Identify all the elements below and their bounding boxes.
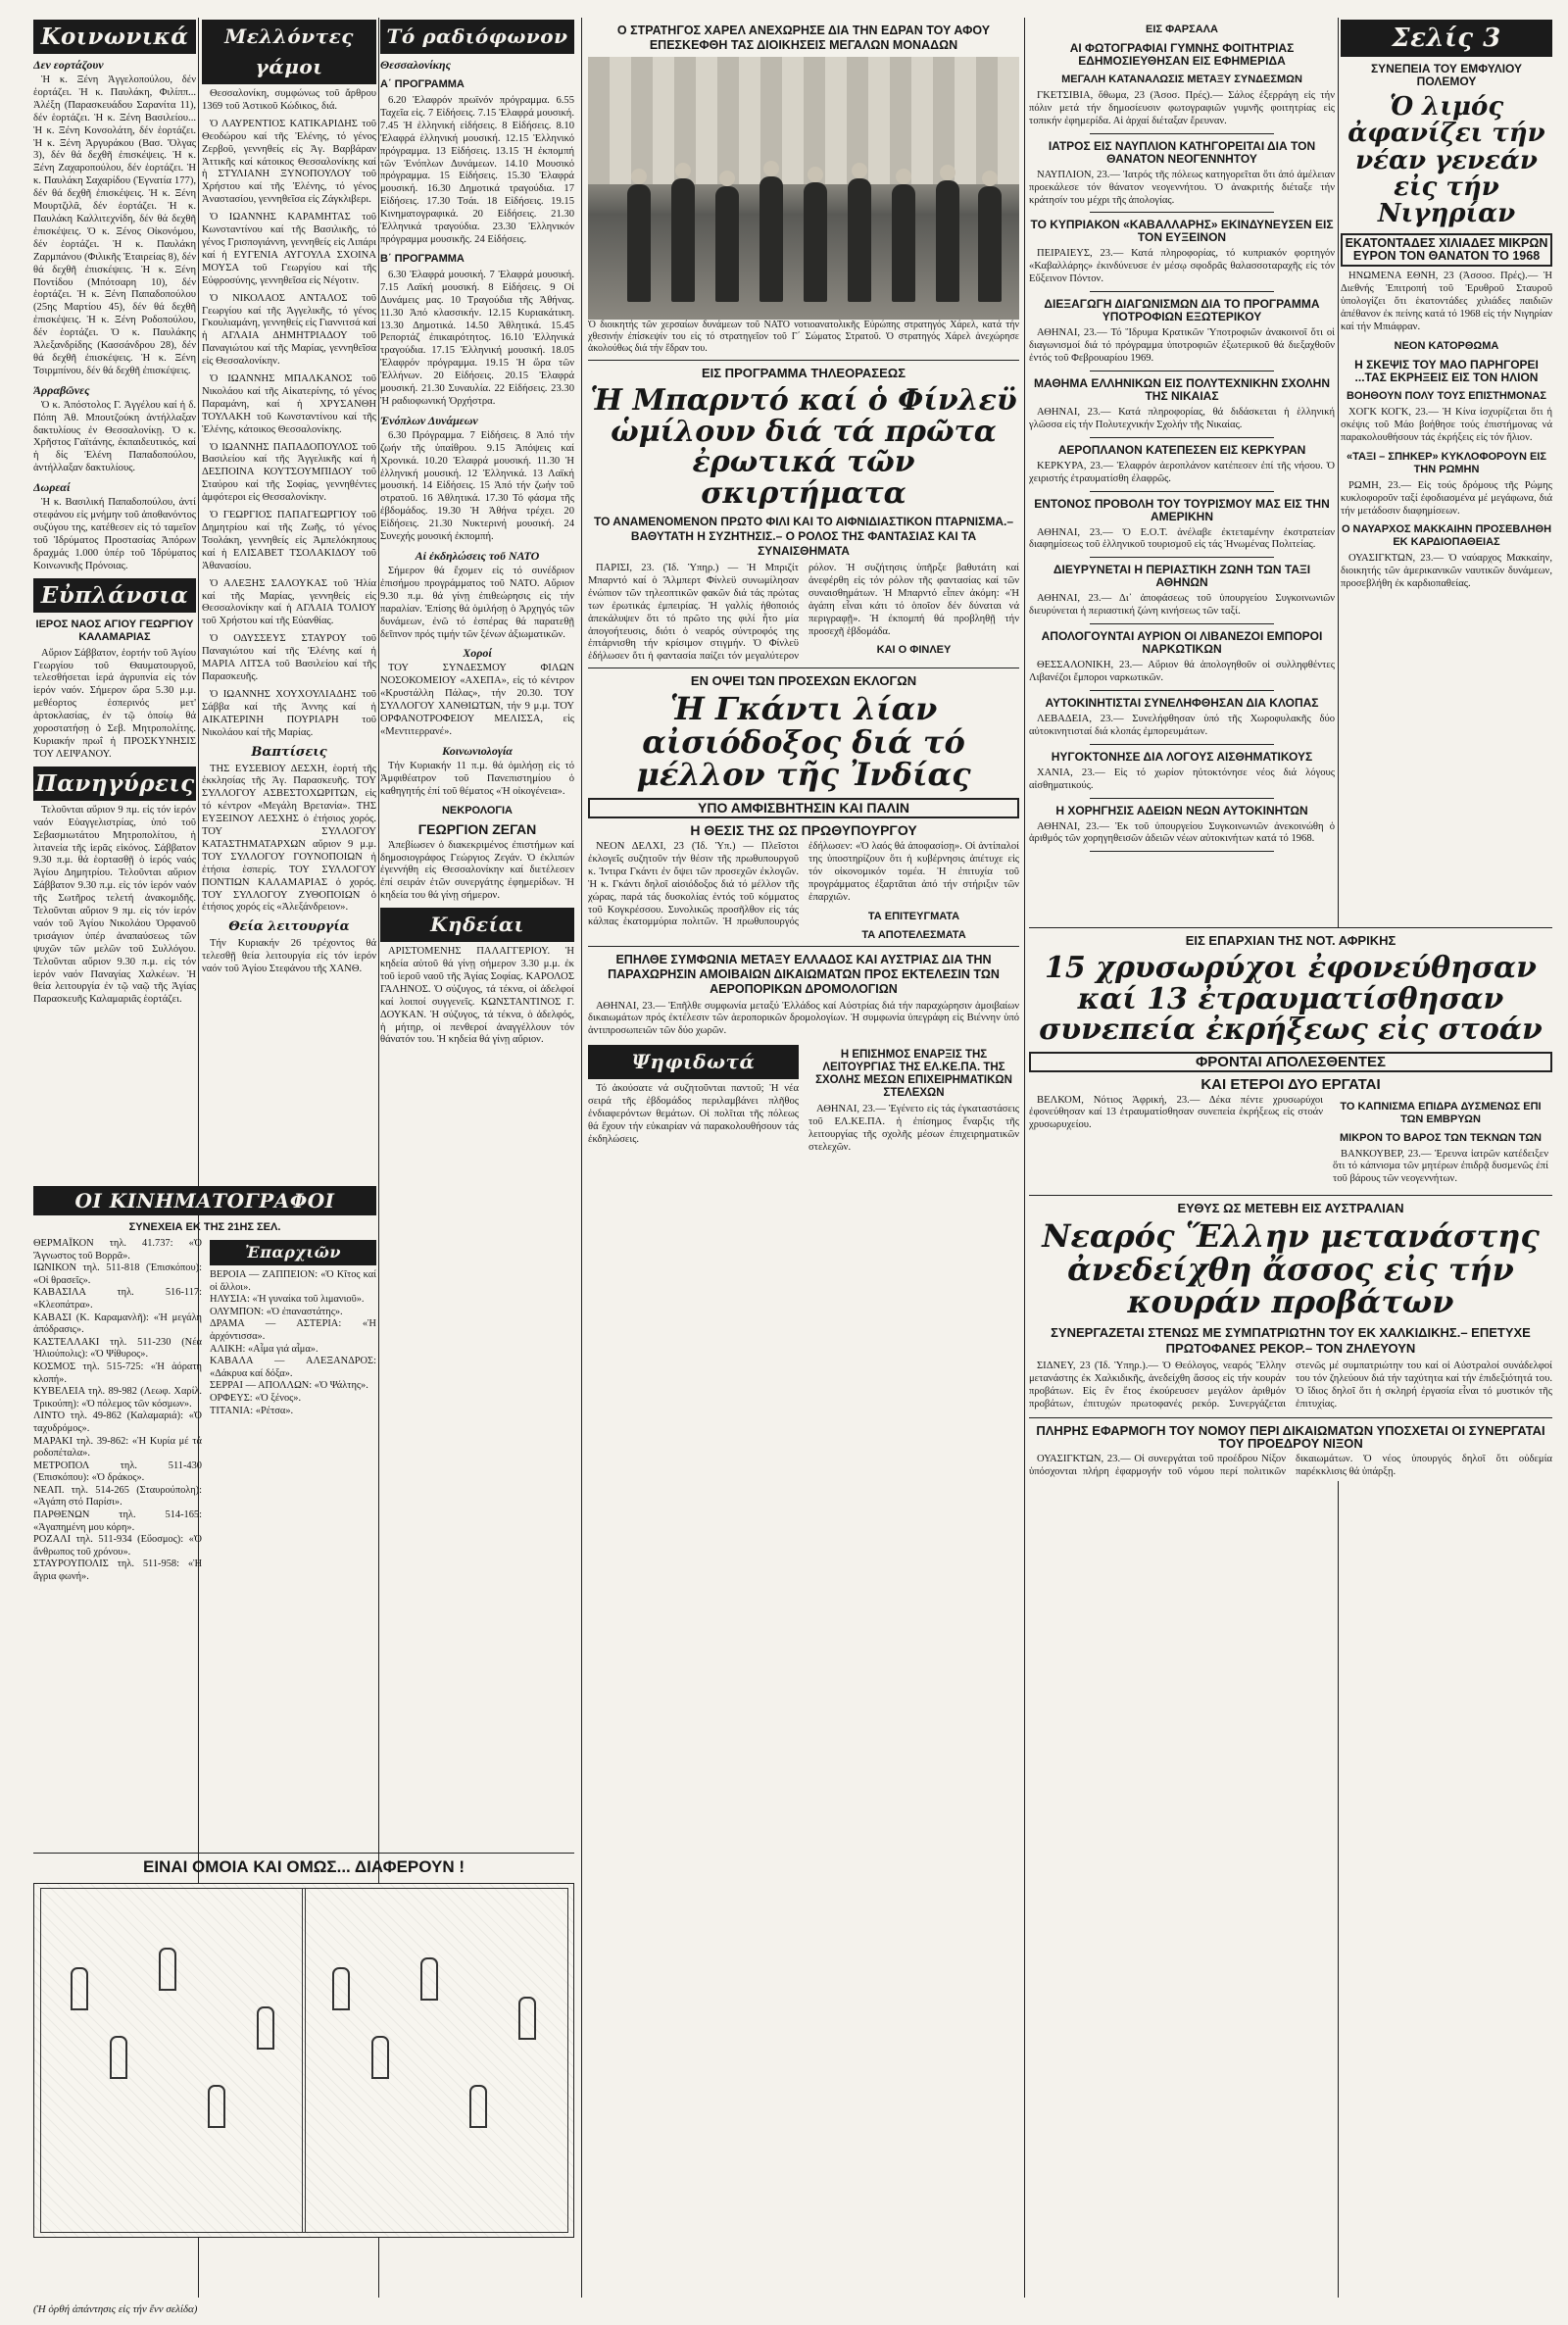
cinema-listing: ΠΑΡΘΕΝΩΝ τηλ. 514-165: «Ἀγαπημένη μου κόρη». [33, 1509, 202, 1533]
eparchion-banner: Ἐπαρχιῶν [210, 1240, 376, 1265]
item-separator [1090, 437, 1273, 438]
psifidota-banner: Ψηφιδωτά [588, 1045, 799, 1079]
eparchion-listing: ΔΡΑΜΑ — ΑΣΤΕΡΙΑ: «Ἡ ἀρχόντισσα». [210, 1318, 376, 1342]
cinema-listing: ΚΑΒΑΣΙΛΑ τηλ. 516-117: «Κλεοπάτρα». [33, 1287, 202, 1311]
item-separator [1090, 557, 1273, 558]
nigeria-sub: ΕΚΑΤΟΝΤΑΔΕΣ ΧΙΛΙΑΔΕΣ ΜΙΚΡΩΝ ΕΥΡΟΝ ΤΟΝ ΘΑΝΑΤΟΝ ΤΟ 1968 [1341, 233, 1552, 267]
news-item-text: ΓΚΕΤΣΙΒΙΑ, ὅθωμα, 23 (Ἀσοσ. Πρές).— Σάλος ἐξερράγη εἰς τήν πόλιν μετά τήν δημοσίευσιν φωτογραφιῶν γυμνῆς φοιτητρίας εἰς τοπικήν ἐφημερίδα. Αἱ ἀρχαί διέταξαν ἔρευναν. [1029, 90, 1335, 126]
wedding-notice: Ὁ ΙΩΑΝΝΗΣ ΧΟΥΧΟΥΛΙΑΔΗΣ τοῦ Σάββα καί τῆς Ἀννης καί ἡ ΑΙΚΑΤΕΡΙΝΗ ΠΟΥΡΙΑΡΗ τοῦ Νικολάου καί τῆς Μαρίας. [202, 688, 376, 738]
india-sub2: Η ΘΕΣΙΣ ΤΗΣ ΩΣ ΠΡΩΘΥΠΟΥΡΓΟΥ [690, 822, 917, 839]
africa-sub1: ΦΡΟΝΤΑΙ ΑΠΟΛΕΣΘΕΝΤΕΣ [1029, 1052, 1552, 1072]
news-item-text: ΘΕΣΣΑΛΟΝΙΚΗ, 23.— Αὔριον θά ἀπολογηθοῦν οἱ συλληφθέντες Λιβανέζοι ἔμποροι ναρκωτικῶν. [1029, 660, 1335, 684]
tv-subhead: ΚΑΙ Ο ΦΙΝΛΕΥ [876, 644, 952, 657]
tv-subheadline: ΤΟ ΑΝΑΜΕΝΟΜΕΝΟΝ ΠΡΩΤΟ ΦΙΛΙ ΚΑΙ ΤΟ ΑΙΦΝΙΔΙΑΣΤΙΚΟΝ ΠΤΑΡΝΙΣΜΑ.– ΒΑΘΥΤΑΤΗ Η ΣΥΖΗΤΗΣΙΣ.– Ο ΡΟΛΟΣ ΤΗΣ ΦΑΝΤΑΣΙΑΣ ΚΑΙ ΤΑ ΣΥΝΑΙΣΘΗΜΑΤΑ [593, 515, 1014, 558]
wedding-notice: Ὁ ΟΔΥΣΣΕΥΣ ΣΤΑΥΡΟΥ τοῦ Παναγιώτου καί τῆς Ἑλένης καί ἡ ΜΑΡΙΑ ΛΙΤΣΑ τοῦ Βασιλείου καί τῆς Παρασκευῆς. [202, 633, 376, 682]
tv-text: ΠΑΡΙΣΙ, 23. (Ἰδ. Ὑπηρ.) — Ἡ Μπριζίτ Μπαρντό καί ὁ Ἄλμπερτ Φίνλεϋ συνωμίλησαν ἐνώπιον τῶν τηλεοπτικῶν φακῶν διά τάς πρώτας των ἐρωτικάς ἐμπειρίας. Ἡ γαλλίς ἠθοποιός ἀπεκάλυψεν ὅτι τό πρῶτο της φιλί ἦτο μία ἀπογοήτευσις, διότι ὁ νεαρός σύντροφός της ἐπτάρνισθη τήν κρίσιμον στιγμήν. Ὁ Φίνλεϋ ἐδήλωσεν ὅτι ἡ φαντασία παίζει τόν μεγαλύτερον ρόλον. Ἡ συζήτησις ὑπῆρξε βαθυτάτη καί ἀνεφέρθη εἰς τόν ρόλον τῆς φαντασίας καί τῶν συναισθημάτων. Ἡ Μπαρντό εἶπεν ἀκόμη: «Ἡ ἀγάπη εἶναι κάτι τό ὁποῖον δέν δύναται νά περιγραφῇ». Ἡ ἐκπομπή θά προβληθῇ τήν προσεχῆ ἑβδομάδα. [588, 563, 1019, 663]
cinema-listing: ΛΙΝΤΟ τηλ. 49-862 (Καλαμαριά): «Ὁ ταχυδρόμος». [33, 1410, 202, 1434]
india-sub1: ΥΠΟ ΑΜΦΙΣΒΗΤΗΣΙΝ ΚΑΙ ΠΑΛΙΝ [588, 798, 1019, 818]
kideiai-banner: Κηδείαι [380, 908, 574, 942]
news-item-title: ΤΟ ΚΥΠΡΙΑΚΟΝ «ΚΑΒΑΛΛΑΡΗΣ» ΕΚΙΝΔΥΝΕΥΣΕΝ ΕΙΣ ΤΟΝ ΕΥΞΕΙΝΟΝ [1030, 218, 1334, 245]
psifidota-text: Τό ἀκούσατε νά συζητοῦνται παντοῦ; Ἡ νέα σειρά τῆς ἐβδομάδος περιλαμβάνει πλῆθος ἐνδιαφερόντων θεμάτων. Οἱ πολῖται τῆς πόλεως θά ἔχουν τήν εὐκαιρίαν νά παρακολουθήσουν τάς ἐκδηλώσεις. [588, 1083, 799, 1145]
radio-banner: Τό ραδιόφωνον [380, 20, 574, 54]
cinema-listing: ΝΕΑΠ. τηλ. 514-265 (Σταυρούπολη): «Ἀγάπη στό Παρίσι». [33, 1484, 202, 1509]
wedding-notice: Θεσσαλονίκη, συμφώνως τοῦ ἄρθρου 1369 τοῦ Ἀστικοῦ Κώδικος, διά. [202, 88, 376, 112]
tv-headline: Ἡ Μπαρντό καί ὁ Φίνλεϋ ὡμίλουν διά τά πρῶτα ἐρωτικά τῶν σκιρτήματα [590, 383, 1017, 511]
panigyris-text: Τελοῦνται αὔριον 9 πμ. εἰς τόν ἱερόν ναόν Εὐαγγελιστρίας, ὑπό τοῦ Σεβασμιωτάτου Μητροπολίτου, ἡ λιτανεία τῆς ἱερᾶς εἰκόνος. Σάββατον 9.30 π.μ. θά ἑορτασθῇ ὁ ἱερός ναός Ἁγίου Δημητρίου. Τελοῦνται αὔριον Σάββατον 9.30 π.μ. εἰς τόν ἱερόν ναόν τῆς Σωτῆρος τελετή ἀνακομιδῆς. Τελοῦνται αὔριον 9 πμ. εἰς τόν ἱερόν ναόν τοῦ Ἁγίου Νικολάου Ὀρφανοῦ τρισάγιον ὑπέρ ἀναπαύσεως τῶν ψυχῶν τῶν μελῶν τοῦ Συλλόγου. Τελοῦνται αὔριον 9.30 π.μ. εἰς τόν ἱερόν ναόν Παναγίας Χαλκέων. Ἡ θεία λειτουργία ἐν τῷ ναῷ τῆς Ἁγίας Παρασκευῆς Καλαμαριᾶς ἑορτάζει. [33, 804, 196, 1006]
news-item-title: ΑΠΟΛΟΓΟΥΝΤΑΙ ΑΥΡΙΟΝ ΟΙ ΛΙΒΑΝΕΖΟΙ ΕΜΠΟΡΟΙ ΝΑΡΚΩΤΙΚΩΝ [1041, 629, 1323, 657]
india-subhead-a: ΤΑ ΕΠΙΤΕΥΓΜΑΤΑ [867, 910, 960, 922]
cinemas-banner: ΟΙ ΚΙΝΗΜΑΤΟΓΡΑΦΟΙ [33, 1186, 376, 1215]
wedding-notice: Ὁ ΙΩΑΝΝΗΣ ΜΠΑΛΚΑΝΟΣ τοῦ Νικολάου καί τῆς Αἰκατερίνης, τό γένος Παραμάνη, καί ἡ ΧΡΥΣΑΝΘΗ ΤΟΥΛΑΚΗ τοῦ Κωνσταντίνου καί τῆς Ἑλένης, κάτοικος Θεσσαλονίκης. [202, 373, 376, 435]
wedding-notice: Ὁ ΑΛΕΞΗΣ ΣΑΛΟΥΚΑΣ τοῦ Ἡλία καί τῆς Μαρίας, γεννηθείς εἰς Θεσσαλονίκην καί ἡ ΑΓΛΑΙΑ ΤΟΛΙΟΥ τοῦ Χρήστου καί τῆς Εὐανθίας. [202, 577, 376, 627]
theia-text: Τήν Κυριακήν 26 τρέχοντος θά τελεσθῇ θεία λειτουργία εἰς τόν ἱερόν ναόν τοῦ Ἁγίου Στεφάνου τῆς ΧΑΝΘ. [202, 938, 376, 975]
cinemas-block [33, 1184, 376, 1584]
koinonika-banner: Κοινωνικά [33, 20, 196, 54]
cinemas-subtitle: ΣΥΝΕΧΕΙΑ ΕΚ ΤΗΣ 21ΗΣ ΣΕΛ. [128, 1221, 281, 1233]
cartoon-title: ΕΙΝΑΙ ΟΜΟΙΑ ΚΑΙ ΟΜΩΣ... ΔΙΑΦΕΡΟΥΝ ! [142, 1857, 465, 1876]
radio-subtitle: Θεσσαλονίκης [380, 58, 451, 72]
news-item-title: ΙΑΤΡΟΣ ΕΙΣ ΝΑΥΠΛΙΟΝ ΚΑΤΗΓΟΡΕΙΤΑΙ ΔΙΑ ΤΟΝ ΘΑΝΑΤΟΝ ΝΕΟΓΕΝΝΗΤΟΥ [1048, 138, 1316, 166]
cinema-listing: ΙΩΝΙΚΟΝ τηλ. 511-818 (Ἐπισκόπου): «Οἱ θρασεῖς». [33, 1262, 202, 1286]
eparchion-listing: ΣΕΡΡΑΙ — ΑΠΟΛΛΩΝ: «Ὁ Ψάλτης». [210, 1380, 368, 1392]
taxi-text: ΡΩΜΗ, 23.— Εἰς τούς δρόμους τῆς Ρώμης κυκλοφοροῦν ταξί ἐφοδιασμένα μέ μεγάφωνα, διά τήν μετάδοσιν διαφημίσεων. [1341, 479, 1552, 517]
column-rule [581, 18, 582, 2298]
nigeria-text: ΗΝΩΜΕΝΑ ΕΘΝΗ, 23 (Ἀσσοσ. Πρές).— Ἡ Διεθνής Ἐπιτροπή τοῦ Ἐρυθροῦ Σταυροῦ ὑπολογίζει ὅτι ἑκατοντάδες χιλιάδες παιδιῶν ἀπέθανον ἐκ πείνης κατά τό 1968 εἰς τήν Νιγηρίαν καί τήν Μπιάφραν. [1341, 271, 1552, 333]
news-item [1029, 697, 1335, 745]
smoke-sub: ΜΙΚΡΟΝ ΤΟ ΒΑΡΟΣ ΤΩΝ ΤΕΚΝΩΝ ΤΩΝ [1339, 1131, 1542, 1144]
vaptiseis-text: ΤΗΣ ΕΥΣΕΒΙΟΥ ΔΕΣΧΗ, ἑορτή τῆς ἐκκλησίας τῆς Ἁγ. Παρασκευῆς. ΤΟΥ ΣΥΛΛΟΓΟΥ ΑΣΒΕΣΤΟΧΩΡΙΤΩΝ, εἰς τό κέντρον «Μεγάλη Βρετανία». ΤΗΣ ΕΥΞΕΙΝΟΥ ΛΕΣΧΗΣ ὁ ἐτήσιος χορός. ΤΟΥ ΣΥΛΛΟΓΟΥ ΚΑΤΑΣΤΗΜΑΤΑΡΧΩΝ αὔριον 9 μ.μ. ΤΟΥ ΣΥΛΛΟΓΟΥ ΓΟΥΝΟΠΟΙΩΝ ἡ ἐτήσια ἑσπερίς. ΤΟΥ ΣΥΛΛΟΓΟΥ ΠΟΝΤΙΩΝ ΚΑΛΑΜΑΡΙΑΣ ὁ χορός. ΤΟΥ ΣΥΛΛΟΓΟΥ ΖΥΘΟΠΟΙΩΝ ὁ ἐτήσιος χορός εἰς «Ἀλεξάνδρειον». [202, 763, 376, 914]
enoplon-text: 6.30 Πρόγραμμα. 7 Εἰδήσεις. 8 Ἀπό τήν ζωήν τῆς ὑπαίθρου. 9.15 Ἀπόψεις καί Χρονικά. 10.20 Ἐλαφρά μουσική. 11.30 Ἡ ἑλληνική μουσική. 12 Ἐλληνικά. 13 Λαϊκή μουσική. 14 Εἰδήσεις. 15 Ἀπό τήν ζωήν τοῦ στρατοῦ. 16 Ἀθλητικά. 17.30 Τό φάσμα τῆς ἐβδομάδος. 19.30 Ἡ Ἀθήνα τρέχει. 20 Εἰδήσεις. 21.30 Νυκτερινή μουσική. 24 Συνεχής μουσική ἐκπομπή. [380, 429, 574, 543]
mellontes-banner: Μελλόντες γάμοι [202, 20, 376, 84]
column-weddings [202, 18, 376, 1168]
cinema-listing: ΚΟΣΜΟΣ τηλ. 515-725: «Ἡ ἀόρατη κλοπή». [33, 1360, 202, 1385]
cartoon-panel-right [302, 1888, 568, 2233]
eparchion-listing: ΚΑΒΑΛΑ — ΑΛΕΞΑΝΔΡΟΣ: «Δάκρυα καί δόξα». [210, 1356, 376, 1379]
photo-headline: Ο ΣΤΡΑΤΗΓΟΣ ΧΑΡΕΛ ΑΝΕΧΩΡΗΣΕ ΔΙΑ ΤΗΝ ΕΔΡΑΝ ΤΟΥ ΑΦΟΥ ΕΠΕΣΚΕΦΘΗ ΤΑΣ ΔΙΟΙΚΗΣΕΙΣ ΜΕΓΑΛΩΝ ΜΟΝΑΔΩΝ [616, 24, 991, 52]
cinema-list [33, 1238, 202, 1584]
xoroi-text: ΤΟΥ ΣΥΝΔΕΣΜΟΥ ΦΙΛΩΝ ΝΟΣΟΚΟΜΕΙΟΥ «ΑΧΕΠΑ», εἰς τό κέντρον «Κρυστάλλη Πάλας», τήν 20.30. ΤΟΥ ΣΥΛΛΟΓΟΥ ΧΑΝΘΙΩΤΩΝ, τήν 9 μ.μ. ΤΟΥ ΟΡΦΑΝΟΤΡΟΦΕΙΟΥ ΜΕΛΙΣΣΑ, εἰς «Μεντιτερρανέ». [380, 663, 574, 737]
eparchion-listing: ΟΛΥΜΠΟΝ: «Ὁ ἐπαναστάτης». [210, 1306, 343, 1317]
news-item-text: ΛΕΒΑΔΕΙΑ, 23.— Συνελήφθησαν ὑπό τῆς Χωροφυλακῆς δύο αὐτοκινητισταί διά κλοπάς ἐμπορευμάτων. [1029, 713, 1335, 737]
news-item-text: ΝΑΥΠΛΙΟΝ, 23.— Ἰατρός τῆς πόλεως κατηγορεῖται ὅτι ἀπό ἀμέλειαν προεκάλεσε τόν θάνατον νεογεννήτου. Ὁ ἀνακριτής διέταξε τήν κράτησίν του μέχρι τῆς ἀπολογίας. [1029, 169, 1335, 206]
kideiai-text: ΑΡΙΣΤΟΜΕΝΗΣ ΠΑΛΑΓΓΕΡΙΟΥ. Ἡ κηδεία αὐτοῦ θά γίνῃ σήμερον 3.30 μ.μ. ἐκ τοῦ ἱεροῦ ναοῦ τῆς Ἁγίας Σοφίας. ΚΑΡΟΛΟΣ ΓΑΛΗΝΟΣ. Ὁ σύζυγος, τά τέκνα, οἱ ἀδελφοί καί λοιποί συγγενεῖς. ΚΩΝΣΤΑΝΤΙΝΟΣ Γ. ΔΟΥΚΑΝ. Ἡ σύζυγος, τά τέκνα, ὁ ἀδελφός, ἡ μήτηρ, οἱ πενθεροί ἀναγγέλλουν τόν θάνατόν του. Ἡ κηδεία θά γίνῃ αὔριον. [380, 946, 574, 1046]
news-item [1029, 564, 1335, 624]
smoke-text: ΒΑΝΚΟΥΒΕΡ, 23.— Ἐρευνα ἰατρῶν κατέδειξεν ὅτι τό κάπνισμα τῶν μητέρων ἐπιδρᾷ δυσμενῶς ἐπί τοῦ βάρους τῶν νεογεννήτων. [1333, 1148, 1548, 1185]
radio-a-title: Α΄ ΠΡΟΓΡΑΜΜΑ [380, 78, 465, 90]
wedding-notice: Ὁ ΙΩΑΝΝΗΣ ΚΑΡΑΜΗΤΑΣ τοῦ Κωνσταντίνου καί τῆς Βασιλικῆς, τό γένος Γρισπογιάννη, γεννηθείς εἰς Λιπάρι καί ἡ ΕΥΓΕΝΙΑ ΑΥΓΟΥΛΑ ΣΧΟΙΝΑ ΜΟΥΣΑ τοῦ Γεωργίου καί τῆς Εὐφροσύνης, γεννηθεῖσα εἰς Νέγοτιν. [202, 212, 376, 286]
australia-kicker: ΕΥΘΥΣ ΩΣ ΜΕΤΕΒΗ ΕΙΣ ΑΥΣΤΡΑΛΙΑΝ [1177, 1201, 1404, 1216]
news-item-title: ΑΥΤΟΚΙΝΗΤΙΣΤΑΙ ΣΥΝΕΛΗΦΘΗΣΑΝ ΔΙΑ ΚΛΟΠΑΣ [1045, 695, 1319, 710]
theia-title: Θεία λειτουργία [228, 919, 350, 935]
item-separator [1090, 133, 1273, 134]
news-item-title: ΜΑΘΗΜΑ ΕΛΛΗΝΙΚΩΝ ΕΙΣ ΠΟΛΥΤΕΧΝΙΚΗΝ ΣΧΟΛΗΝ ΤΗΣ ΝΙΚΑΙΑΣ [1034, 375, 1330, 403]
news-item [1029, 377, 1335, 438]
arravones-text: Ὁ κ. Ἀπόστολος Γ. Ἀγγέλου καί ἡ δ. Πόπη Ἀθ. Μπουτζούκη ἀντήλλαξαν δακτυλίους ἐν Θεσσαλονίκῃ. Ὁ κ. Χρῆστος Γαϊτάνης, ἐκπαιδευτικός, καί ἡ δίς Ἑλένη Παπαδοπούλου, ἀντήλλαξαν δακτυλίους. [33, 399, 196, 474]
news-item-text: ΧΑΝΙΑ, 23.— Εἰς τό χωρίον ηὐτοκτόνησε νέος διά λόγους αἰσθηματικούς. [1029, 767, 1335, 791]
nato-text: Σήμερον θά ἔχομεν εἰς τό συνέδριον ἐπισήμου προγράμματος τοῦ ΝΑΤΟ. Αὔριον 9.30 π.μ. θά γίνῃ ἐπιθεώρησις εἰς τήν παραλίαν. Ἐπίσης θά ὁμιλήσῃ ὁ Ἀρχηγός τῶν δυνάμεων, ἐνῶ τό ἑσπέρας θά παρατεθῇ δεῖπνον πρός τιμήν τῶν ξένων ἀξιωματικῶν. [380, 566, 574, 640]
taxi-title: «ΤΑΞΙ – ΣΠΗΚΕΡ» ΚΥΚΛΟΦΟΡΟΥΝ ΕΙΣ ΤΗΝ ΡΩΜΗΝ [1347, 450, 1546, 475]
africa-kicker: ΕΙΣ ΕΠΑΡΧΙΑΝ ΤΗΣ ΝΟΤ. ΑΦΡΙΚΗΣ [1185, 933, 1396, 948]
item-separator [1090, 798, 1273, 799]
ekkepa-headline: Η ΕΠΙΣΗΜΟΣ ΕΝΑΡΞΙΣ ΤΗΣ ΛΕΙΤΟΥΡΓΙΑΣ ΤΗΣ ΕΛ.ΚΕ.ΠΑ. ΤΗΣ ΣΧΟΛΗΣ ΜΕΣΩΝ ΕΠΙΧΕΙΡΗΜΑΤΙΚΩΝ ΣΤΕΛΕΧΩΝ [815, 1049, 1012, 1100]
cinema-listing: ΚΥΒΕΛΕΙΑ τηλ. 89-982 (Λεωφ. Χαρίλ. Τρικούπη): «Ὁ πόλεμος τῶν κόσμων». [33, 1386, 202, 1410]
cartoon-top-rule [33, 1853, 574, 1854]
wedding-notice: Ὁ ΛΑΥΡΕΝΤΙΟΣ ΚΑΤΙΚΑΡΙΔΗΣ τοῦ Θεοδώρου καί τῆς Ἑλένης, τό γένος Ζερβοῦ, γεννηθείς εἰς Ἀγ. Βαρβάραν Ἀττικῆς καί κάτοικος Θεσσαλονίκης καί ἡ ΣΤΥΛΙΑΝΗ ΞΥΝΟΠΟΥΛΟΥ τοῦ Χρήστου καί τῆς Ἑλένης, τό γένος Ἀναστασίου, γεννηθεῖσα εἰς Ζάγκλιβερι. [202, 118, 376, 206]
radio-b-text: 6.30 Ἐλαφρά μουσική. 7 Ἐλαφρά μουσική. 7.15 Λαϊκή μουσική. 8 Εἰδήσεις. 9 Οἱ Δυνάμεις μας. 10 Τραγούδια τῆς Ἀθήνας. 11.30 Ἀπό κλασσικήν. 12.15 Κυριακάτικη. 13.30 Δημοτικά. 14.50 Ἀθλητικά. 15.45 Ρεπορτάζ ἐπικαιρότητος. 16.10 Ἑλληνικά τραγούδια. 17.15 Ἑλληνική μουσική. 18.05 Ἐλαφρόν πρόγραμμα. 19.15 Ἡ ὥρα τῶν Ἑλλήνων. 20 Εἰδήσεις. 20.15 Ἐλαφρά μουσική. 21.30 Συναυλία. 22 Εἰδήσεις. 23.30 Ἡ ραδιοφωνική Ὀρχήστρα. [380, 269, 574, 407]
news-item-title: ΔΙΕΞΑΓΩΓΗ ΔΙΑΓΩΝΙΣΜΩΝ ΔΙΑ ΤΟ ΠΡΟΓΡΑΜΜΑ ΥΠΟΤΡΟΦΙΩΝ ΕΞΩΤΕΡΙΚΟΥ [1044, 297, 1320, 324]
cinema-listing: ΡΟΖΑΛΙ τηλ. 511-934 (Εὔοσμος): «Ὁ ἄνθρωπος τοῦ χρόνου». [33, 1534, 202, 1558]
india-text: ΝΕΟΝ ΔΕΛΧΙ, 23 (Ἰδ. Ὑπ.) — Πλεῖστοι ἐκλογεῖς συζητοῦν τήν θέσιν τῆς πρωθυπουργοῦ κ. Ἰντιρα Γκάντι ἐν ὄψει τῶν προσεχῶν ἐκλογῶν. Ἡ κ. Γκάντι δηλοῖ αἰσιόδοξος διά τό μέλλον τῆς χώρας, παρά τάς δυσκολίας ἐντός τοῦ κόμματος τοῦ Κογκρέσσου. Συνολικῶς προσῆλθον εἰς τάς κάλπας ἑκατομμύρια πολιτῶν. Ἡ πρωθυπουργός ἐδήλωσεν: «Ὁ λαός θά ἀποφασίσῃ». Οἱ ἀντίπαλοί της ὑποστηρίζουν ὅτι ἡ κυβέρνησις ἀπέτυχε εἰς τόν οἰκονομικόν τομέα. Ἡ ἐπιτυχία τοῦ προγράμματος ἐξαρτᾶται ἀπό τήν στήριξιν τῶν ἐπαρχιῶν. [588, 841, 1019, 928]
item-separator [1090, 291, 1273, 292]
xoroi-title: Χοροί [463, 646, 492, 661]
column-radio [380, 18, 574, 1845]
india-subhead-b: ΤΑ ΑΠΟΤΕΛΕΣΜΑΤΑ [861, 928, 966, 941]
news-photo [588, 57, 1019, 320]
eparchion-list [210, 1269, 376, 1417]
item-separator [1090, 851, 1273, 852]
australia-headline: Νεαρός Ἕλλην μετανάστης ἀνεδείχθη ἄσσος εἰς τήν κουράν προβάτων [1042, 1217, 1540, 1321]
item-separator [1090, 744, 1273, 745]
eparchion-listing: ΟΡΦΕΥΣ: «Ὁ ξένος». [210, 1392, 302, 1404]
australia-text: ΣΙΔΝΕΥ, 23 (Ἰδ. Ὑπηρ.).— Ὁ Θεόλογος, νεαρός Ἕλλην μετανάστης ἐκ Χαλκιδικῆς, ἀνεδείχθη ἄσσος εἰς τήν κουράν προβάτων. Εἰς ἓν ἔτος ἐκούρευσεν μεγάλον ἀριθμόν προβάτων, ἐπιτυχών πρωτοφανές ρεκόρ. Συνεργάζεται στενῶς μέ συμπατριώτην του καί οἱ Αὐστραλοί συνάδελφοί του τόν ζηλεύουν διά τήν ταχύτητα καί τήν ἐπιδεξιότητά του. Ὁ ἴδιος δηλοῖ ὅτι ἡ σκληρή ἐργασία εἶναι τό μυστικόν τῆς ἐπιτυχίας. [1029, 1360, 1552, 1410]
radio-b-title: Β΄ ΠΡΟΓΡΑΜΜΑ [380, 252, 465, 265]
panigyris-banner: Πανηγύρεις [33, 767, 196, 801]
news-item-text: ΠΕΙΡΑΙΕΥΣ, 23.— Κατά πληροφορίας, τό κυπριακόν φορτηγόν «Καβαλλάρης» ἐκινδύνευσε ἐν μέσῳ σφοδρᾶς θαλασσοταραχῆς εἰς τόν Εὔξεινον Πόντον. [1029, 248, 1335, 285]
news-item-text: ΑΘΗΝΑΙ, 23.— Δι᾽ ἀποφάσεως τοῦ ὑπουργείου Συγκοινωνιῶν διευρύνεται ἡ περιαστική ζώνη κινήσεως τῶν ταξί. [1029, 593, 1335, 618]
mao-title: Η ΣΚΕΨΙΣ ΤΟΥ ΜΑΟ ΠΑΡΗΓΟΡΕΙ ...ΤΑΣ ΕΚΡΗΞΕΙΣ ΕΙΣ ΤΟΝ ΗΛΙΟΝ [1354, 358, 1539, 385]
cinema-listing: ΚΑΒΑΣΙ (Κ. Καραμανλῆ): «Ἡ μεγάλη ἀπόδρασις». [33, 1311, 202, 1336]
news-item [1029, 298, 1335, 371]
enoplon-title: Ἐνόπλων Δυνάμεων [380, 413, 478, 427]
wedding-notice: Ὁ ΙΩΑΝΝΗΣ ΠΑΠΑΔΟΠΟΥΛΟΣ τοῦ Βασιλείου καί τῆς Ἀγγελικῆς καί ἡ ΔΕΣΠΟΙΝΑ ΚΟΥΤΣΟΥΜΠΙΔΟΥ τοῦ Σταύρου καί τῆς Σοφίας, γεννηθέντες ἀμφότεροι εἰς Θεσσαλονίκην. [202, 441, 376, 504]
africa-sub2: ΚΑΙ ΕΤΕΡΟΙ ΔΥΟ ΕΡΓΑΤΑΙ [1200, 1075, 1381, 1093]
wedding-notice: Ὁ ΓΕΩΡΓΙΟΣ ΠΑΠΑΓΕΩΡΓΙΟΥ τοῦ Δημητρίου καί τῆς Ζωῆς, τό γένος Τσολάκη, γεννηθείς εἰς Ἀμπελόκηπους καί ἡ ΕΛΙΣΑΒΕΤ ΤΣΟΛΑΚΙΔΟΥ τοῦ Ἀθανασίου. [202, 510, 376, 571]
africa-story [1029, 927, 1552, 1481]
nigeria-kicker: ΣΥΝΕΠΕΙΑ ΤΟΥ ΕΜΦΥΛΙΟΥ ΠΟΛΕΜΟΥ [1370, 62, 1523, 88]
nekrologia-name: ΓΕΩΡΓΙΟΝ ΖΕΓΑΝ [417, 820, 537, 837]
smoke-title: ΤΟ ΚΑΠΝΙΣΜΑ ΕΠΙΔΡΑ ΔΥΣΜΕΝΩΣ ΕΠΙ ΤΩΝ ΕΜΒΡΥΩΝ [1340, 1100, 1542, 1125]
koinonika2-text: Τήν Κυριακήν 11 π.μ. θά ὁμιλήσῃ εἰς τό Ἀμφιθέατρον τοῦ Πανεπιστημίου ὁ καθηγητής ἐπί τοῦ θέματος «Ἡ οἰκογένεια». [380, 760, 574, 797]
eparchion-listing: ΗΛΥΣΙΑ: «Ἡ γυναίκα τοῦ λιμανιοῦ». [210, 1294, 365, 1306]
dorea-title: Δωρεαί [33, 480, 71, 495]
mao-text: ΧΟΓΚ ΚΟΓΚ, 23.— Ἡ Κίνα ἰσχυρίζεται ὅτι ἡ σκέψις τοῦ Μάο βοήθησε τούς ἐπιστήμονας νά παρακολουθήσουν τάς ἐκρήξεις εἰς τόν ἥλιον. [1341, 407, 1552, 443]
india-headline: Ἡ Γκάντι λίαν αἰσιόδοξος διά τό μέλλον τῆς Ἰνδίας [636, 690, 971, 794]
news-item-title: ΔΙΕΥΡΥΝΕΤΑΙ Η ΠΕΡΙΑΣΤΙΚΗ ΖΩΝΗ ΤΩΝ ΤΑΞΙ ΑΘΗΝΩΝ [1053, 563, 1311, 590]
radio-a-text: 6.20 Ἐλαφρόν πρωϊνόν πρόγραμμα. 6.55 Ταχεῖα εἰς. 7 Εἰδήσεις. 7.15 Ἐλαφρά μουσική. 7.45 Ἡ ἑλληνική εἰδήσεις. 8 Εἰδήσεις. 8.10 Ἐλαφρά ἑλληνική μουσική. 12.15 Ἑλληνικό πρόγραμμα. 13 Εἰδήσεις. 13.15 Ἡ ἐκπομπή τῶν Ἐνόπλων Δυνάμεων. 14.10 Μουσικό πρόγραμμα. 15 Εἰδήσεις. 15.30 Ἐλαφρά μουσική. 16.30 Δημοτικά τραγούδια. 17 Εἰδήσεις. 17.30 Τσάι. 18 Εἰδήσεις. 19.15 Κινηματογραφικά. 20 Εἰδήσεις. 21.30 Ἑλληνικά τραγούδια. 23.30 Ἑλληνικόν πρόγραμμα μουσικῆς. 24 Εἰδήσεις. [380, 95, 574, 245]
efeleisa-subtitle: ΙΕΡΟΣ ΝΑΟΣ ΑΓΙΟΥ ΓΕΩΡΓΙΟΥ ΚΑΛΑΜΑΡΙΑΣ [35, 618, 194, 643]
law-title: ΠΛΗΡΗΣ ΕΦΑΡΜΟΓΗ ΤΟΥ ΝΟΜΟΥ ΠΕΡΙ ΔΙΚΑΙΩΜΑΤΩΝ ΥΠΟΣΧΕΤΑΙ ΟΙ ΣΥΝΕΡΓΑΤΑΙ ΤΟΥ ΠΡΟΕΔΡΟΥ ΝΙΞΟΝ [1036, 1423, 1545, 1452]
cinema-listing: ΜΑΡΑΚΙ τηλ. 39-862: «Ἡ Κυρία μέ τά ροδοπέταλα». [33, 1435, 202, 1459]
news-item [1029, 140, 1335, 214]
cartoon-panel-left [40, 1888, 307, 2233]
cinema-listing: ΜΕΤΡΟΠΟΛ τηλ. 511-430 (Ἐπισκόπου): «Ὁ δράκος». [33, 1459, 202, 1484]
africa-headline: 15 χρυσωρύχοι ἐφονεύθησαν καί 13 ἐτραυματίσθησαν συνεπεία ἐκρήξεως εἰς στοάν [1039, 951, 1543, 1047]
news-item-title: ΗΥΓΟΚΤΟΝΗΣΕ ΔΙΑ ΛΟΓΟΥΣ ΑΙΣΘΗΜΑΤΙΚΟΥΣ [1051, 749, 1313, 764]
koinonika-subtitle: Δεν εορτάζουν [33, 58, 104, 72]
australia-sub: ΣΥΝΕΡΓΑΖΕΤΑΙ ΣΤΕΝΩΣ ΜΕ ΣΥΜΠΑΤΡΙΩΤΗΝ ΤΟΥ ΕΚ ΧΑΛΚΙΔΙΚΗΣ.– ΕΠΕΤΥΧΕ ΠΡΩΤΟΦΑΝΕΣ ΡΕΚΟΡ.– ΤΟΝ ΖΗΛΕΥΟΥΝ [1051, 1325, 1531, 1356]
column-main-news [588, 18, 1019, 2298]
africa-text: ΒΕΛΚΟΜ, Νότιος Ἀφρική, 23.— Δέκα πέντε χρυσωρύχοι ἐφονεύθησαν καί 13 ἐτραυματίσθησαν συνεπεία ἐκρήξεως εἰς στοάν χρυσωρυχείου. [1029, 1094, 1323, 1131]
news-item-text: ΑΘΗΝΑΙ, 23.— Κατά πληροφορίας, θά διδάσκεται ἡ ἑλληνική γλῶσσα εἰς τήν Πολυτεχνικήν Σχολήν τῆς Νικαίας. [1029, 406, 1335, 430]
news-item [1029, 630, 1335, 691]
column-rule [1024, 18, 1025, 2298]
cartoon-block [33, 1853, 574, 2238]
news-item-sub: ΜΕΓΑΛΗ ΚΑΤΑΝΑΛΩΣΙΣ ΜΕΤΑΞΥ ΣΥΝΔΕΣΜΩΝ [1061, 74, 1302, 85]
cinema-listing: ΘΕΡΜΑΪΚΟΝ τηλ. 41.737: «Ὁ Ἄγνωστος τοῦ Βορρᾶ». [33, 1238, 202, 1261]
item-separator [1090, 491, 1273, 492]
news-item [1029, 805, 1335, 853]
nekrologia-text: Ἀπεβίωσεν ὁ διακεκριμένος ἐπιστήμων καί δημοσιογράφος Γεώργιος Ζεγάν. Ὁ ἐκλιπών ἐγεννήθη εἰς Θεσσαλονίκην καί διετέλεσεν ἐπί σειράν ἐτῶν συνεργάτης ἐφημερίδων. Ἡ κηδεία του θά γίνῃ σήμερον. [380, 839, 574, 902]
efeleisa-banner: Εὐπλάνσια [33, 578, 196, 613]
news-item-title: Η ΧΟΡΗΓΗΣΙΣ ΑΔΕΙΩΝ ΝΕΩΝ ΑΥΤΟΚΙΝΗΤΩΝ [1055, 803, 1308, 817]
tv-kicker: ΕΙΣ ΠΡΟΓΡΑΜΜΑ ΤΗΛΕΟΡΑΣΕΩΣ [701, 366, 906, 380]
vaptiseis-title: Βαπτίσεις [251, 744, 327, 760]
eparchion-listing: ΤΙΤΑΝΙΑ: «Ρέτσα». [210, 1405, 294, 1416]
news-item-text: ΑΘΗΝΑΙ, 23.— Ὁ Ε.Ο.Τ. ἀνέλαβε ἐκτεταμένην ἐκστρατείαν διαφημίσεως τοῦ ἑλληνικοῦ τουρισμοῦ εἰς τάς Ἡνωμένας Πολιτείας. [1029, 526, 1335, 551]
agreement-headline: ΕΠΗΛΘΕ ΣΥΜΦΩΝΙΑ ΜΕΤΑΞΥ ΕΛΛΑΔΟΣ ΚΑΙ ΑΥΣΤΡΙΑΣ ΔΙΑ ΤΗΝ ΠΑΡΑΧΩΡΗΣΙΝ ΑΜΟΙΒΑΙΩΝ ΔΙΚΑΙΩΜΑΤΩΝ ΠΡΟΣ ΕΚΤΕΛΕΣΙΝ ΤΩΝ ΑΕΡΟΠΟΡΙΚΩΝ ΔΡΟΜΟΛΟΓΙΩΝ [608, 952, 1000, 996]
mao-sub: ΒΟΗΘΟΥΝ ΠΟΛΥ ΤΟΥΣ ΕΠΙΣΤΗΜΟΝΑΣ [1346, 390, 1547, 403]
news-item-text: ΑΘΗΝΑΙ, 23.— Ἐκ τοῦ ὑπουργείου Συγκοινωνιῶν ἀνεκοινώθη ὁ ἀριθμός τῶν χορηγηθεισῶν ἀδειῶν νέων αὐτοκινήτων κατά τό 1968. [1029, 820, 1335, 845]
efeleisa-text: Αὔριον Σάββατον, ἑορτήν τοῦ Ἁγίου Γεωργίου τοῦ Θαυματουργοῦ, τελεσθήσεται ἱερά ἀγρυπνία εἰς τόν ἱερόν ναόν. Σήμερον ὥρα 5.30 μ.μ. μεθέορτος ἑσπερινός μετ' ἀρτοκλασίας, ἐν τῷ ὁποίῳ θά χοροστατήσῃ ὁ Σεβ. Μητροπολίτης. Κυριακήν πρωΐ ἡ ΠΡΟΣΚΥΝΗΣΙΣ ΤΟΥ ΛΕΙΨΑΝΟΥ. [33, 647, 196, 760]
news-item-kicker: ΕΙΣ ΦΑΡΣΑΛΑ [1146, 24, 1218, 35]
news-item [1029, 444, 1335, 492]
dorea-text: Ἡ κ. Βασιλική Παπαδοπούλου, ἀντί στεφάνου εἰς μνήμην τοῦ ἀποθανόντος συζύγου της, κατέθεσεν εἰς τό ταμεῖον τοῦ Ἱδρύματος Προστασίας Ἀπόρων δραχμάς 1.000 ὑπέρ τοῦ Ἰδρύματος Κοινωνικῆς Πρόνοιας. [33, 497, 196, 571]
nekrologia-title: ΝΕΚΡΟΛΟΓΙΑ [441, 804, 514, 816]
news-item [1029, 24, 1335, 134]
domestic-news-list [1029, 24, 1335, 852]
photo-caption: Ὁ διοικητής τῶν χερσαίων δυνάμεων τοῦ ΝΑΤΟ νοτιοανατολικῆς Εὐρώπης στρατηγός Χάρελ, κατά τήν χθεσινήν ἐπίσκεψίν του εἰς τό στρατηγεῖον τοῦ Γ΄ Σώματος Στρατοῦ. Ὁ στρατηγός Χάρελ ἀνεχώρησε ἀκολούθως διά τήν ἕδραν του. [588, 320, 1019, 354]
cinema-listing: ΣΤΑΥΡΟΥΠΟΛΙΣ τηλ. 511-958: «Ἡ ἄγρια φωνή». [33, 1558, 202, 1583]
news-item-text: ΚΕΡΚΥΡΑ, 23.— Ἐλαφρόν ἀεροπλάνον κατέπεσεν ἐπί τῆς νήσου. Ὁ χειριστής ἐτραυματίσθη ἐλαφρῶς. [1029, 460, 1335, 484]
eparchion-listing: ΑΛΙΚΗ: «Αἷμα γιά αἷμα». [210, 1343, 318, 1355]
news-item-title: ΕΝΤΟΝΟΣ ΠΡΟΒΟΛΗ ΤΟΥ ΤΟΥΡΙΣΜΟΥ ΜΑΣ ΕΙΣ ΤΗΝ ΑΜΕΡΙΚΗΝ [1034, 496, 1330, 523]
navarch-title: Ο ΝΑΥΑΡΧΟΣ ΜΑΚΚΑΙΗΝ ΠΡΟΣΕΒΛΗΘΗ ΕΚ ΚΑΡΔΙΟΠΑΘΕΙΑΣ [1341, 523, 1552, 549]
mellontes-list [202, 88, 376, 740]
koinonika-text: Ἡ κ. Ξένη Ἀγγελοπούλου, δέν ἑορτάζει. Ἡ κ. Παυλάκη, Φιλίππ... Ἀλέξη (Παρασκευάδου Σαρανίτα 11), δέν ἑορτάζει. Ἡ κ. Ξένη Βασιλείου... Ἡ κ. Ξένη Κονσολάτη, δέν ἑορτάζει. Ἡ κ. Ξένη Ἀργυράκου (Βασ. Ὄλγας 3), δέν θά δεχθῆ ἐπισκέψεις. Ἡ κ. Ξένη Ζαχαροπούλου, δέν ἑορτάζει. Ἡ κ. Παυλάκη Σαχαρίδου (Ἐγνατία 177), δέν θά δεχθῆ ἐπισκέψεις. Ἡ κ. Ξένη Μουρτζιλᾶ, δέν ἑορτάζει. Ἡ κ. Παυλάκη Καλλιτεχνίδη, δέν θά δεχθῆ ἐπισκέψεις. Ὁ κ. Ξένος Οἰκονόμου, δέν ἑορτάζει. Ἡ κ. Παυλάκη Ζαρμπάνου (Φιλικῆς Ἑταιρείας 8), δέν θά δεχθῆ ἐπισκέψεις. Ἡ κ. Ξένη Ποντίδου (Μπότσαρη 10), δέν ἑορτάζει. Ἡ κ. Ξένη Παπαδοπούλου (25ης Μαρτίου 45), δέν θά δεχθῆ ἐπισκέψεις. Ἡ κ. Ξένη Ροδοπούλου, δέν ἑορτάζει. Ὁ κ. Παυλάκης Ἀλεξανδρίδης (Κασσάνδρου 28), δέν θά δεχθῆ ἐπισκέψεις. Ἡ κ. Ξένη Τσιρμπίνου, δέν θά δεχθῆ ἐπισκέψεις. [33, 74, 196, 376]
news-item [1029, 751, 1335, 799]
cartoon-illustration [33, 1883, 574, 2238]
wedding-notice: Ὁ ΝΙΚΟΛΑΟΣ ΑΝΤΑΛΟΣ τοῦ Γεωργίου καί τῆς Ἀγγελικῆς, τό γένος Γκουλιαμάνη, γεννηθείς εἰς Γιαννιτσά καί ἡ ΑΓΛΑΙΑ ΔΗΜΗΤΡΙΑΔΟΥ τοῦ Παναγιώτου καί τῆς Μαρίας, γεννηθεῖσα εἰς Θεσσαλονίκην. [202, 292, 376, 368]
news-item [1029, 498, 1335, 559]
navarch-text: ΟΥΑΣΙΓΚΤΩΝ, 23.— Ὁ ναύαρχος Μακκαίην, διοικητής τῶν ἀμερικανικῶν ναυτικῶν δυνάμεων, προσεβλήθη ἐκ καρδιοπαθείας. [1341, 553, 1552, 590]
nigeria-headline: Ὁ λιμός ἀφανίζει τήν νέαν γενεάν εἰς τήν Νιγηρίαν [1348, 92, 1545, 229]
india-kicker: ΕΝ ΟΨΕΙ ΤΩΝ ΠΡΟΣΕΧΩΝ ΕΚΛΟΓΩΝ [690, 673, 917, 689]
eparchion-listing: ΒΕΡΟΙΑ — ΖΑΠΠΕΙΟΝ: «Ὁ Κῖτος καί οἱ ἄλλοι». [210, 1269, 376, 1293]
agreement-text: ΑΘΗΝΑΙ, 23.— Ἐπῆλθε συμφωνία μεταξύ Ἑλλάδος καί Αὐστρίας διά τήν παραχώρησιν ἀμοιβαίων δικαιωμάτων πρός ἐκτέλεσιν τῶν ἀεροπορικῶν δρομολογίων. Ἡ συμφωνία ὑπεγράφη εἰς Βιέννην ὑπό ἀντιπροσωπειῶν τῶν δύο χωρῶν. [588, 1000, 1019, 1037]
ekkepa-text: ΑΘΗΝΑΙ, 23.— Ἐγένετο εἰς τάς ἐγκαταστάσεις τοῦ ΕΛ.ΚΕ.ΠΑ. ἡ ἐπίσημος ἔναρξις τῆς λειτουργίας τῆς σχολῆς μέσων ἐπιχειρηματικῶν στελεχῶν. [808, 1104, 1019, 1153]
news-item-title: ΑΕΡΟΠΛΑΝΟΝ ΚΑΤΕΠΕΣΕΝ ΕΙΣ ΚΕΡΚΥΡΑΝ [1057, 442, 1306, 457]
item-separator [1090, 623, 1273, 624]
cartoon-answer-note: (Ἡ ὀρθή ἀπάντησις εἰς τήν ἔνν σελίδα) [33, 2303, 198, 2315]
item-separator [1090, 690, 1273, 691]
item-separator [1090, 212, 1273, 213]
news-item-title: ΑΙ ΦΩΤΟΓΡΑΦΙΑΙ ΓΥΜΝΗΣ ΦΟΙΤΗΤΡΙΑΣ ΕΔΗΜΟΣΙΕΥΘΗΣΑΝ ΕΙΣ ΕΦΗΜΕΡΙΔΑ [1069, 41, 1295, 68]
koinonika2-title: Κοινωνιολογία [442, 743, 513, 758]
law-text: ΟΥΑΣΙΓΚΤΩΝ, 23.— Οἱ συνεργάται τοῦ προέδρου Νίξον ὑπόσχονται πλήρη ἐφαρμογήν τοῦ νόμου περί πολιτικῶν δικαιωμάτων. Ὁ νέος ὑπουργός δηλοῖ ὅτι οὐδεμία παρέκκλισις θά ὑπάρξῃ. [1029, 1454, 1552, 1478]
arravones-title: Ἀρραβῶνες [33, 382, 90, 397]
news-item [1029, 219, 1335, 292]
page-masthead: Σελίς 3 [1341, 20, 1552, 57]
nato-title: Αἱ ἐκδηλώσεις τοῦ ΝΑΤΟ [415, 549, 540, 563]
news-item-text: ΑΘΗΝΑΙ, 23.— Τό Ἵδρυμα Κρατικῶν Ὑποτροφιῶν ἀνακοινοῖ ὅτι οἱ διαγωνισμοί διά τό πρόγραμμα ὑποτροφιῶν ἐξωτερικοῦ θά διεξαχθοῦν ἐντός τοῦ Φεβρουαρίου 1969. [1029, 327, 1335, 364]
cinema-listing: ΚΑΣΤΕΛΛΑΚΙ τηλ. 511-230 (Νέα Ἠλιούπολις): «Ὁ Ψίθυρος». [33, 1336, 202, 1360]
mao-kicker: ΝΕΟΝ ΚΑΤΟΡΘΩΜΑ [1394, 340, 1499, 353]
